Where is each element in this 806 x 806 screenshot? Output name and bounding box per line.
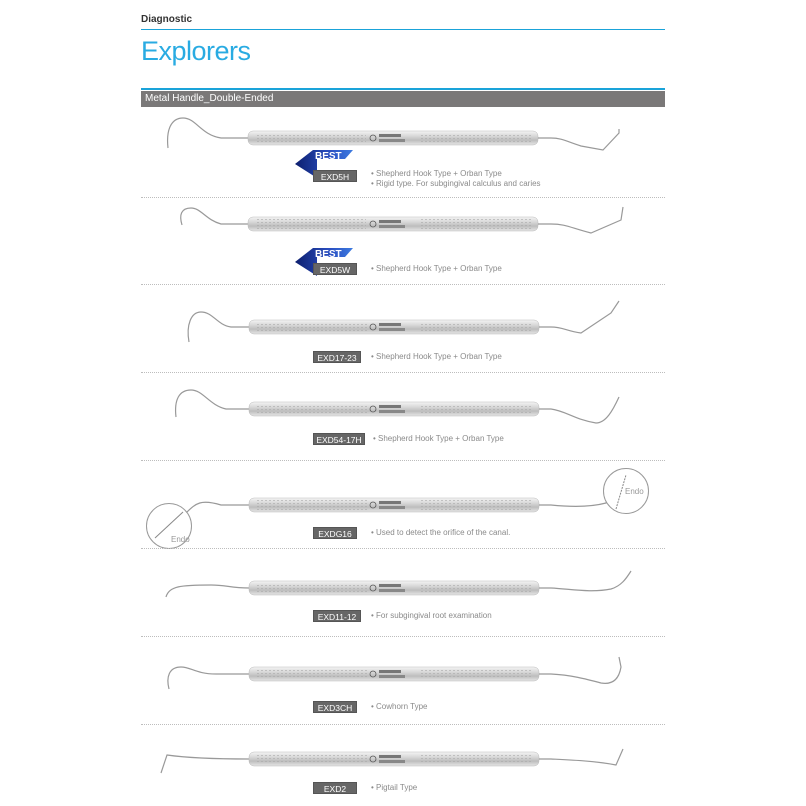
endo-label: Endo	[625, 487, 644, 496]
product-description	[371, 783, 417, 793]
product-code: EXD5W	[313, 263, 357, 275]
section-divider	[141, 88, 665, 90]
instrument-image	[141, 375, 665, 430]
product-code: EXD54-17H	[313, 433, 365, 445]
product-item	[141, 727, 665, 806]
product-item	[141, 639, 665, 724]
product-description	[371, 528, 510, 538]
item-separator	[141, 460, 665, 461]
description-line: • Rigid type. For subgingival calculus and caries	[371, 179, 541, 188]
best-badge-label: BEST	[315, 151, 342, 162]
catalog-page	[141, 0, 665, 806]
instrument-image	[141, 287, 665, 347]
description-line: • Shepherd Hook Type + Orban Type	[371, 352, 502, 361]
best-badge-label: BEST	[315, 249, 342, 260]
product-item	[141, 287, 665, 372]
product-code: EXD5H	[313, 170, 357, 182]
category-divider	[141, 29, 665, 30]
product-item	[141, 551, 665, 636]
product-description	[371, 702, 427, 712]
product-item	[141, 375, 665, 460]
item-separator	[141, 724, 665, 725]
product-item	[141, 463, 665, 548]
description-line: • Cowhorn Type	[371, 702, 428, 711]
description-line: • Used to detect the orifice of the canal.	[371, 528, 511, 537]
instrument-image	[141, 551, 665, 601]
instrument-image	[141, 727, 665, 777]
endo-label: Endo	[171, 535, 190, 544]
product-code: EXD2	[313, 782, 357, 794]
item-separator	[141, 197, 665, 198]
product-code: EXD3CH	[313, 701, 357, 713]
item-separator	[141, 548, 665, 549]
product-code: EXD17-23	[313, 351, 361, 363]
product-item	[141, 110, 665, 198]
product-description	[371, 352, 502, 362]
product-description	[371, 169, 541, 189]
description-line: • Shepherd Hook Type + Orban Type	[371, 264, 502, 273]
product-code: EXDG16	[313, 527, 357, 539]
item-separator	[141, 372, 665, 373]
instrument-image	[141, 200, 665, 245]
description-line: • Pigtail Type	[371, 783, 418, 792]
product-code: EXD11-12	[313, 610, 361, 622]
product-description	[373, 434, 504, 444]
product-item	[141, 200, 665, 285]
instrument-image	[141, 110, 665, 160]
category-label: Diagnostic	[141, 14, 193, 25]
description-line: • For subgingival root examination	[371, 611, 492, 620]
description-line: • Shepherd Hook Type + Orban Type	[373, 434, 504, 443]
page-title: Explorers	[141, 36, 251, 66]
section-header: Metal Handle_Double-Ended	[141, 91, 665, 107]
product-description	[371, 264, 502, 274]
instrument-image	[141, 639, 665, 694]
product-description	[371, 611, 492, 621]
description-line: • Shepherd Hook Type + Orban Type	[371, 169, 502, 178]
item-separator	[141, 636, 665, 637]
instrument-image	[141, 463, 665, 523]
item-separator	[141, 284, 665, 285]
